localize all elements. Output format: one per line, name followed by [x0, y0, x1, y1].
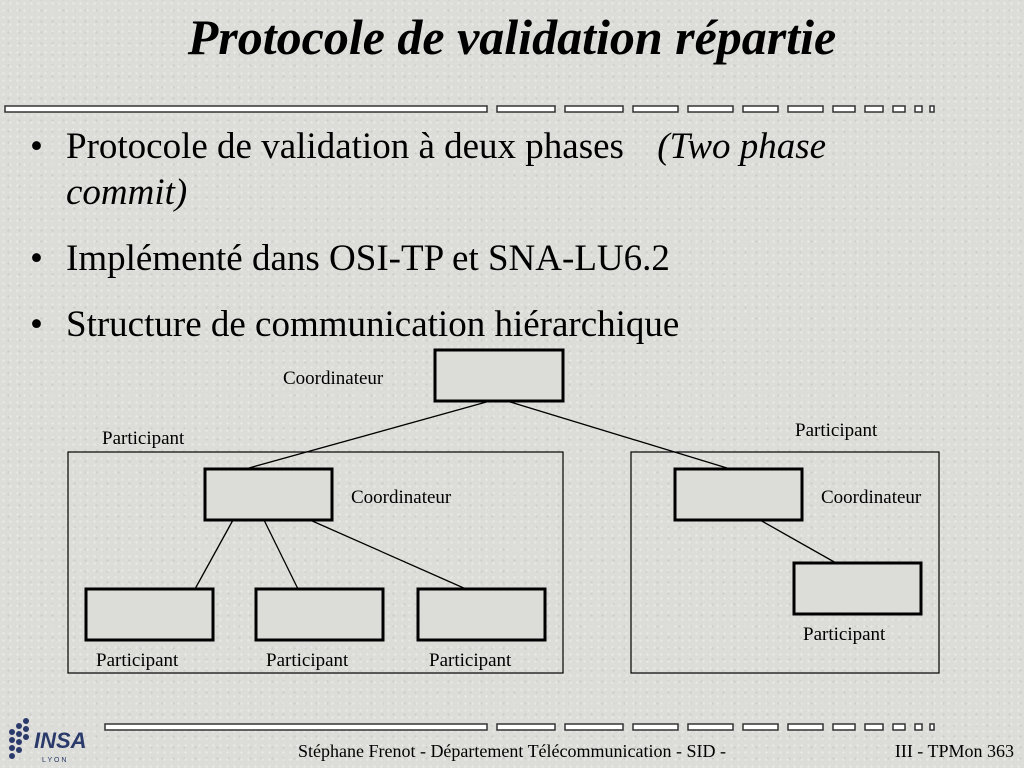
- left-participant-box-3: [418, 589, 545, 640]
- left-coordinator-box: [205, 469, 332, 520]
- left-group-label: Participant: [102, 428, 185, 449]
- bullet-text: Implémenté dans OSI-TP et SNA-LU6.2: [66, 238, 670, 279]
- logo-subtext: L Y O N: [42, 757, 67, 764]
- edge-top-left: [249, 401, 490, 468]
- left-participant-box-2: [256, 589, 383, 640]
- bottom-divider: [0, 722, 1024, 734]
- bullet-dot: •: [30, 304, 43, 345]
- bullet-text: Protocole de validation à deux phases: [66, 126, 624, 167]
- edge-left-p1: [195, 520, 233, 589]
- right-group-label: Participant: [795, 420, 878, 441]
- top-coordinator-box: [435, 350, 563, 401]
- logo-text: INSA: [34, 728, 87, 753]
- bullet-italic-text: (Two phase commit): [66, 126, 827, 213]
- left-participant-box-1: [86, 589, 213, 640]
- edge-right-p: [760, 520, 836, 563]
- right-participant-label: Participant: [803, 624, 886, 645]
- left-participant-label-2: Participant: [266, 650, 349, 671]
- footer-page-number: III - TPMon 363: [894, 741, 1014, 761]
- right-coordinator-label: Coordinateur: [821, 487, 922, 508]
- footer-text: Stéphane Frenot - Département Télécommunication - SID -: [297, 741, 727, 761]
- bullet-dot: •: [30, 126, 43, 167]
- right-participant-box: [794, 563, 921, 614]
- edge-top-right: [507, 401, 727, 468]
- top-coordinator-label: Coordinateur: [283, 368, 384, 389]
- bullet-text: Structure de communication hiérarchique: [66, 304, 680, 345]
- bullet-dot: •: [30, 238, 43, 279]
- edge-left-p3: [310, 520, 466, 589]
- right-coordinator-box: [675, 469, 802, 520]
- left-participant-label-3: Participant: [429, 650, 512, 671]
- left-coordinator-label: Coordinateur: [351, 487, 452, 508]
- slide-title: Protocole de validation répartie: [187, 9, 837, 65]
- left-participant-label-1: Participant: [96, 650, 179, 671]
- edge-left-p2: [264, 520, 298, 589]
